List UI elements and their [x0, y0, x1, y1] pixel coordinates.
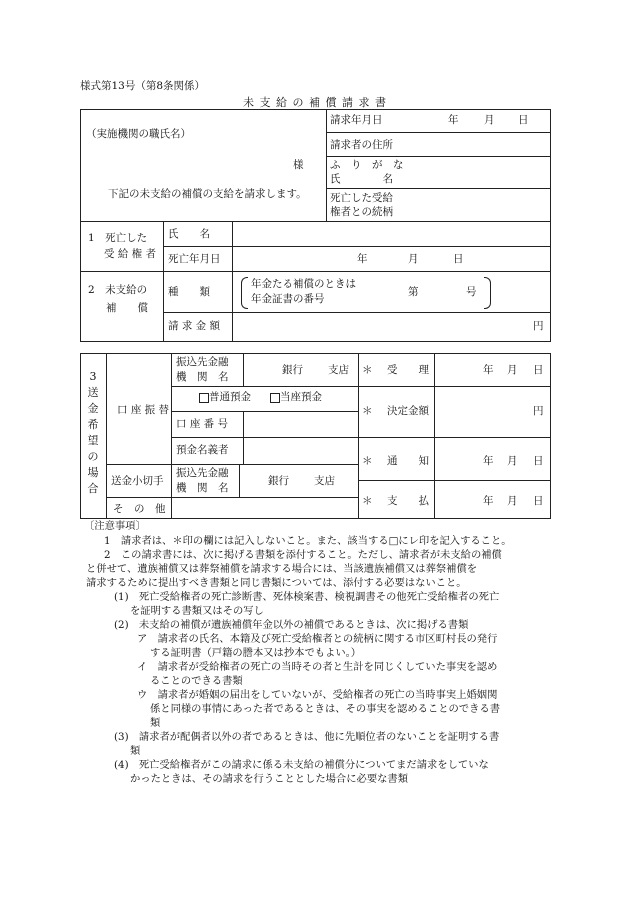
- remittance-cheque-label: 送金小切手: [111, 475, 164, 487]
- sama-label: 様: [293, 159, 304, 171]
- payment-day: 日: [533, 495, 544, 507]
- request-date-label: 請求年月日: [330, 114, 383, 126]
- right-bracket: [484, 277, 491, 309]
- note-line: ウ 請求者が婚姻の届出をしていないが、受給権者の死亡の当時事実上婚姻関: [137, 689, 498, 701]
- current-deposit-label: 当座預金: [280, 391, 322, 403]
- receipt-year: 年: [483, 364, 494, 376]
- death-date-field[interactable]: [234, 248, 548, 269]
- note-line: イ 請求者が受給権者の死亡の当時その者と生計を同じくしていた事実を認め: [137, 661, 498, 673]
- note-line: 1 請求者は、＊印の欄には記入しないこと。また、該当する□にレ印を記入すること。: [104, 535, 512, 547]
- cheque-bank-label-line2: 機 関 名: [176, 482, 229, 494]
- payment-year: 年: [483, 495, 494, 507]
- payment-star: ＊: [362, 495, 373, 507]
- notice-day: 日: [533, 455, 544, 467]
- other-label: そ の 他: [113, 503, 166, 515]
- notice-month: 月: [507, 455, 518, 467]
- name-label: 氏 名: [330, 173, 393, 185]
- form-title: 未 支 給 の 補 償 請 求 書: [243, 96, 387, 109]
- decision-amount-label: 決定金額: [387, 405, 429, 417]
- amount-label: 請 求 金 額: [168, 320, 221, 332]
- certificate-dai: 第: [408, 286, 419, 298]
- bank-name-label-line2: 機 関 名: [176, 371, 229, 383]
- death-date-year: 年: [357, 253, 368, 265]
- address-field[interactable]: [402, 134, 548, 154]
- note-line: と併せて、遺族補償又は葬祭補償を請求する場合には、当該遺族補償又は葬祭補償を: [86, 563, 478, 575]
- bank-suffix: 銀行: [282, 364, 303, 376]
- section1-label-line2: 受 給 権 者: [104, 248, 157, 260]
- request-date-month: 月: [484, 114, 495, 126]
- certificate-gou: 号: [466, 286, 477, 298]
- certificate-number-field[interactable]: [420, 280, 464, 302]
- request-date-field[interactable]: [390, 111, 548, 130]
- account-number-label: 口 座 番 号: [176, 418, 229, 430]
- account-holder-field[interactable]: [245, 439, 356, 462]
- compensation-type-label: 種 類: [168, 286, 210, 298]
- receipt-label: 受 理: [387, 364, 429, 376]
- address-label: 請求者の住所: [330, 139, 393, 151]
- payment-label: 支 払: [387, 495, 429, 507]
- branch-suffix: 支店: [328, 364, 349, 376]
- note-line: 係と同様の事情にあった者であるときは、その事実を認めることのできる書: [150, 703, 500, 715]
- payment-month: 月: [507, 495, 518, 507]
- note-line: 請求するために提出すべき書類と同じ書類については、添付する必要はないこと。: [86, 577, 467, 589]
- note-line: 類: [150, 717, 161, 729]
- note-line: (4) 死亡受給権者がこの請求に係る未支給の補償分についてまだ請求をしていな: [114, 759, 489, 771]
- section1-label-line1: 1 死亡した: [88, 232, 148, 244]
- receipt-day: 日: [533, 364, 544, 376]
- notice-year: 年: [483, 455, 494, 467]
- institution-label: （実施機関の職氏名）: [86, 128, 191, 140]
- note-line: を証明する書類又はその写し: [130, 605, 264, 617]
- account-holder-label: 預金名義者: [176, 444, 229, 456]
- note-line: 類: [130, 745, 141, 757]
- institution-name-field[interactable]: [82, 144, 322, 154]
- note-line: 2 この請求書には、次に掲げる書類を添付すること。ただし、請求者が未支給の補償: [104, 549, 502, 561]
- notes-title: 〔注意事項〕: [84, 520, 146, 532]
- cheque-branch-suffix: 支店: [314, 475, 335, 487]
- death-date-month: 月: [408, 253, 419, 265]
- death-date-day: 日: [453, 253, 464, 265]
- amount-yen: 円: [533, 320, 544, 332]
- notice-label: 通 知: [387, 455, 429, 467]
- decision-yen: 円: [533, 405, 544, 417]
- cheque-bank-label-line1: 振込先金融: [176, 467, 229, 479]
- current-deposit-checkbox[interactable]: [270, 393, 280, 403]
- other-field[interactable]: [173, 499, 356, 516]
- requester-name-field[interactable]: [402, 158, 548, 186]
- notice-star: ＊: [362, 455, 373, 467]
- pension-note-line2: 年金証書の番号: [251, 293, 325, 305]
- relation-label-line2: 権者との続柄: [330, 206, 393, 218]
- note-line: かったときは、その請求を行うこととした場合に必要な書類: [130, 773, 409, 785]
- receipt-month: 月: [507, 364, 518, 376]
- request-date-year: 年: [448, 114, 459, 126]
- account-number-field[interactable]: [245, 413, 356, 435]
- request-date-day: 日: [518, 114, 529, 126]
- death-date-label: 死亡年月日: [168, 253, 221, 265]
- deceased-name-field[interactable]: [234, 223, 548, 244]
- decision-star: ＊: [362, 405, 373, 417]
- note-line: (1) 死亡受給権者の死亡診断書、死体検案書、検視調書その他死亡受給権者の死亡: [114, 591, 500, 603]
- bank-name-label-line1: 振込先金融: [176, 356, 229, 368]
- amount-field[interactable]: [234, 314, 530, 339]
- ordinary-deposit-checkbox[interactable]: [199, 393, 209, 403]
- note-line: (3) 請求者が配偶者以外の者であるときは、他に先順位者のないことを証明する書: [114, 731, 500, 743]
- cheque-bank-field[interactable]: [241, 466, 356, 495]
- deceased-name-label: 氏 名: [168, 228, 210, 240]
- section2-label-line1: 2 未支給の: [88, 284, 148, 296]
- receipt-star: ＊: [362, 364, 373, 376]
- relation-field[interactable]: [402, 190, 548, 219]
- note-line: ることのできる書類: [150, 675, 243, 687]
- section3-vertical-title: 3 送金希望の場合: [87, 370, 99, 495]
- ordinary-deposit-label: 普通預金: [209, 391, 251, 403]
- relation-label-line1: 死亡した受給: [330, 192, 393, 204]
- note-line: する証明書（戸籍の謄本又は抄本でもよい。）: [150, 647, 362, 659]
- request-statement: 下記の未支給の補償の支給を請求します。: [108, 188, 307, 200]
- note-line: (2) 未支給の補償が遺族補償年金以外の補償であるときは、次に掲げる書類: [114, 619, 469, 631]
- note-line: ア 請求者の氏名、本籍及び死亡受給権者との続柄に関する市区町村長の発行: [137, 633, 498, 645]
- cheque-bank-suffix: 銀行: [268, 475, 289, 487]
- pension-note-line1: 年金たる補償のときは: [251, 278, 356, 290]
- form-number: 様式第13号（第8条関係）: [80, 80, 206, 92]
- furigana-label: ふ り が な: [330, 159, 404, 171]
- left-bracket: [241, 277, 248, 309]
- section2-label-line2: 補 償: [106, 302, 148, 314]
- account-transfer-label: 口 座 振 替: [117, 404, 170, 416]
- bank-name-field[interactable]: [245, 355, 356, 384]
